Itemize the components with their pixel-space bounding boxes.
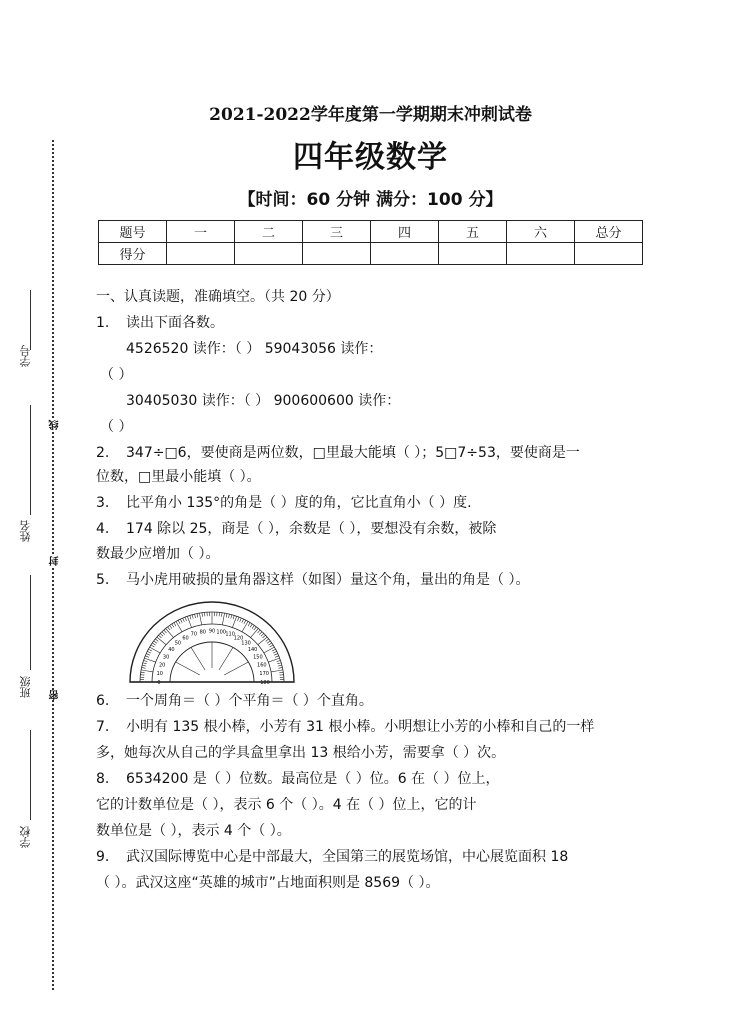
protractor-label: 150 xyxy=(253,654,263,661)
question-text: 一个周角＝（ ）个平角＝（ ）个直角。 xyxy=(126,693,373,709)
score-input-cell[interactable] xyxy=(303,243,371,265)
score-table-cell: 二 xyxy=(235,221,303,243)
score-input-cell[interactable] xyxy=(167,243,235,265)
question-number: 6. xyxy=(96,693,110,709)
question-number: 8. xyxy=(96,771,110,787)
q1-row-1: 4526520 读作：（ ） 59043056 读作： xyxy=(126,341,383,357)
question-2-cont: 位数，□里最小能填（ ）。 xyxy=(96,469,261,485)
score-table-cell: 四 xyxy=(371,221,439,243)
question-number: 9. xyxy=(96,849,110,865)
protractor-label: 70 xyxy=(190,631,198,638)
school-label: 学校 xyxy=(19,826,32,848)
protractor-label: 0 xyxy=(157,680,161,686)
name-label: 姓名 xyxy=(19,520,32,542)
seal-char-seal: 封 xyxy=(50,556,61,566)
question-text: 347÷□6，要使商是两位数，□里最大能填（ ）；5□7÷53，要使商是一 xyxy=(126,445,580,461)
student-id-underline xyxy=(30,290,31,350)
score-table-cell: 五 xyxy=(439,221,507,243)
score-table-cell: 题号 xyxy=(99,221,167,243)
score-table-score-row xyxy=(99,243,643,265)
q1-row-2-answer: （ ） xyxy=(100,419,133,435)
protractor-label: 140 xyxy=(247,646,258,653)
question-7 xyxy=(96,718,594,736)
protractor-label: 110 xyxy=(225,631,235,638)
question-text: 武汉国际博览中心是中部最大，全国第三的展览场馆，中心展览面积 18 xyxy=(126,849,569,865)
score-table-cell: 总分 xyxy=(575,221,643,243)
protractor-label: 160 xyxy=(257,662,267,669)
question-number: 7. xyxy=(96,719,110,735)
protractor-figure xyxy=(126,600,298,686)
score-table-cell: 三 xyxy=(303,221,371,243)
question-8 xyxy=(96,770,500,788)
class-underline xyxy=(30,575,31,670)
protractor-label: 20 xyxy=(159,662,166,669)
question-6 xyxy=(96,692,373,710)
exam-title: 2021-2022学年度第一学期期末冲刺试卷 xyxy=(209,105,532,125)
question-3 xyxy=(96,494,472,512)
question-text: 174 除以 25，商是（ ），余数是（ ），要想没有余数，被除 xyxy=(126,521,497,537)
score-input-cell[interactable] xyxy=(507,243,575,265)
score-table-cell: 六 xyxy=(507,221,575,243)
score-table xyxy=(98,220,643,265)
protractor-label: 120 xyxy=(233,635,244,642)
protractor-label: 10 xyxy=(156,671,163,678)
question-number: 5. xyxy=(96,572,110,588)
protractor-label: 40 xyxy=(168,646,175,653)
name-underline xyxy=(30,405,31,515)
q1-row-1-answer: （ ） xyxy=(100,367,133,383)
question-4-cont: 数最少应增加（ ）。 xyxy=(96,546,220,562)
time-info: 【时间：60 分钟 满分：100 分】 xyxy=(238,190,503,210)
protractor-label: 180 xyxy=(260,680,270,686)
section-heading: 一、认真读题，准确填空。（共 20 分） xyxy=(96,289,340,305)
question-text: 比平角小 135°的角是（ ）度的角，它比直角小（ ）度. xyxy=(126,495,472,511)
question-number: 3. xyxy=(96,495,110,511)
question-number: 1. xyxy=(96,315,110,331)
protractor-label: 170 xyxy=(259,671,269,678)
protractor-label: 30 xyxy=(162,654,170,661)
question-4 xyxy=(96,520,496,538)
seal-char-line: 线 xyxy=(50,420,61,430)
school-underline xyxy=(30,730,31,820)
question-text: 马小虎用破损的量角器这样（如图）量这个角，量出的角是（ ）。 xyxy=(126,572,530,588)
question-9-cont: （ ）。武汉这座“英雄的城市”占地面积则是 8569（ ）。 xyxy=(96,875,440,891)
seal-char-secret: 密 xyxy=(50,690,61,700)
score-label-cell: 得分 xyxy=(99,243,167,265)
question-8-cont-2: 数单位是（ ），表示 4 个（ ）。 xyxy=(96,823,291,839)
question-text: 小明有 135 根小棒，小芳有 31 根小棒。小明想让小芳的小棒和自己的一样 xyxy=(126,719,595,735)
question-text: 读出下面各数。 xyxy=(126,315,224,331)
score-table-cell: 一 xyxy=(167,221,235,243)
protractor-label: 80 xyxy=(199,629,206,636)
question-number: 2. xyxy=(96,445,110,461)
class-label: 班级 xyxy=(19,676,32,698)
question-8-cont-1: 它的计数单位是（ ），表示 6 个（ ）。4 在（ ）位上，它的计 xyxy=(96,797,477,813)
subject-title: 四年级数学 xyxy=(293,140,448,175)
question-number: 4. xyxy=(96,521,110,537)
protractor-label: 90 xyxy=(208,628,216,635)
protractor-label: 60 xyxy=(182,635,189,642)
score-table-header-row xyxy=(99,221,643,243)
question-2 xyxy=(96,444,580,462)
question-1 xyxy=(96,314,224,332)
score-input-cell[interactable] xyxy=(439,243,507,265)
protractor-label: 50 xyxy=(174,640,182,647)
score-input-cell[interactable] xyxy=(371,243,439,265)
protractor-label: 130 xyxy=(241,640,251,647)
question-text: 6534200 是（ ）位数。最高位是（ ）位。6 在（ ）位上， xyxy=(126,771,500,787)
protractor-label: 100 xyxy=(216,629,226,636)
q1-row-2: 30405030 读作：（ ） 900600600 读作： xyxy=(126,393,401,409)
student-id-label: 学号 xyxy=(19,345,32,367)
question-9 xyxy=(96,848,568,866)
question-5 xyxy=(96,571,529,589)
question-7-cont: 多，她每次从自己的学具盒里拿出 13 根给小芳，需要拿（ ）次。 xyxy=(96,745,506,761)
score-input-cell[interactable] xyxy=(575,243,643,265)
score-input-cell[interactable] xyxy=(235,243,303,265)
